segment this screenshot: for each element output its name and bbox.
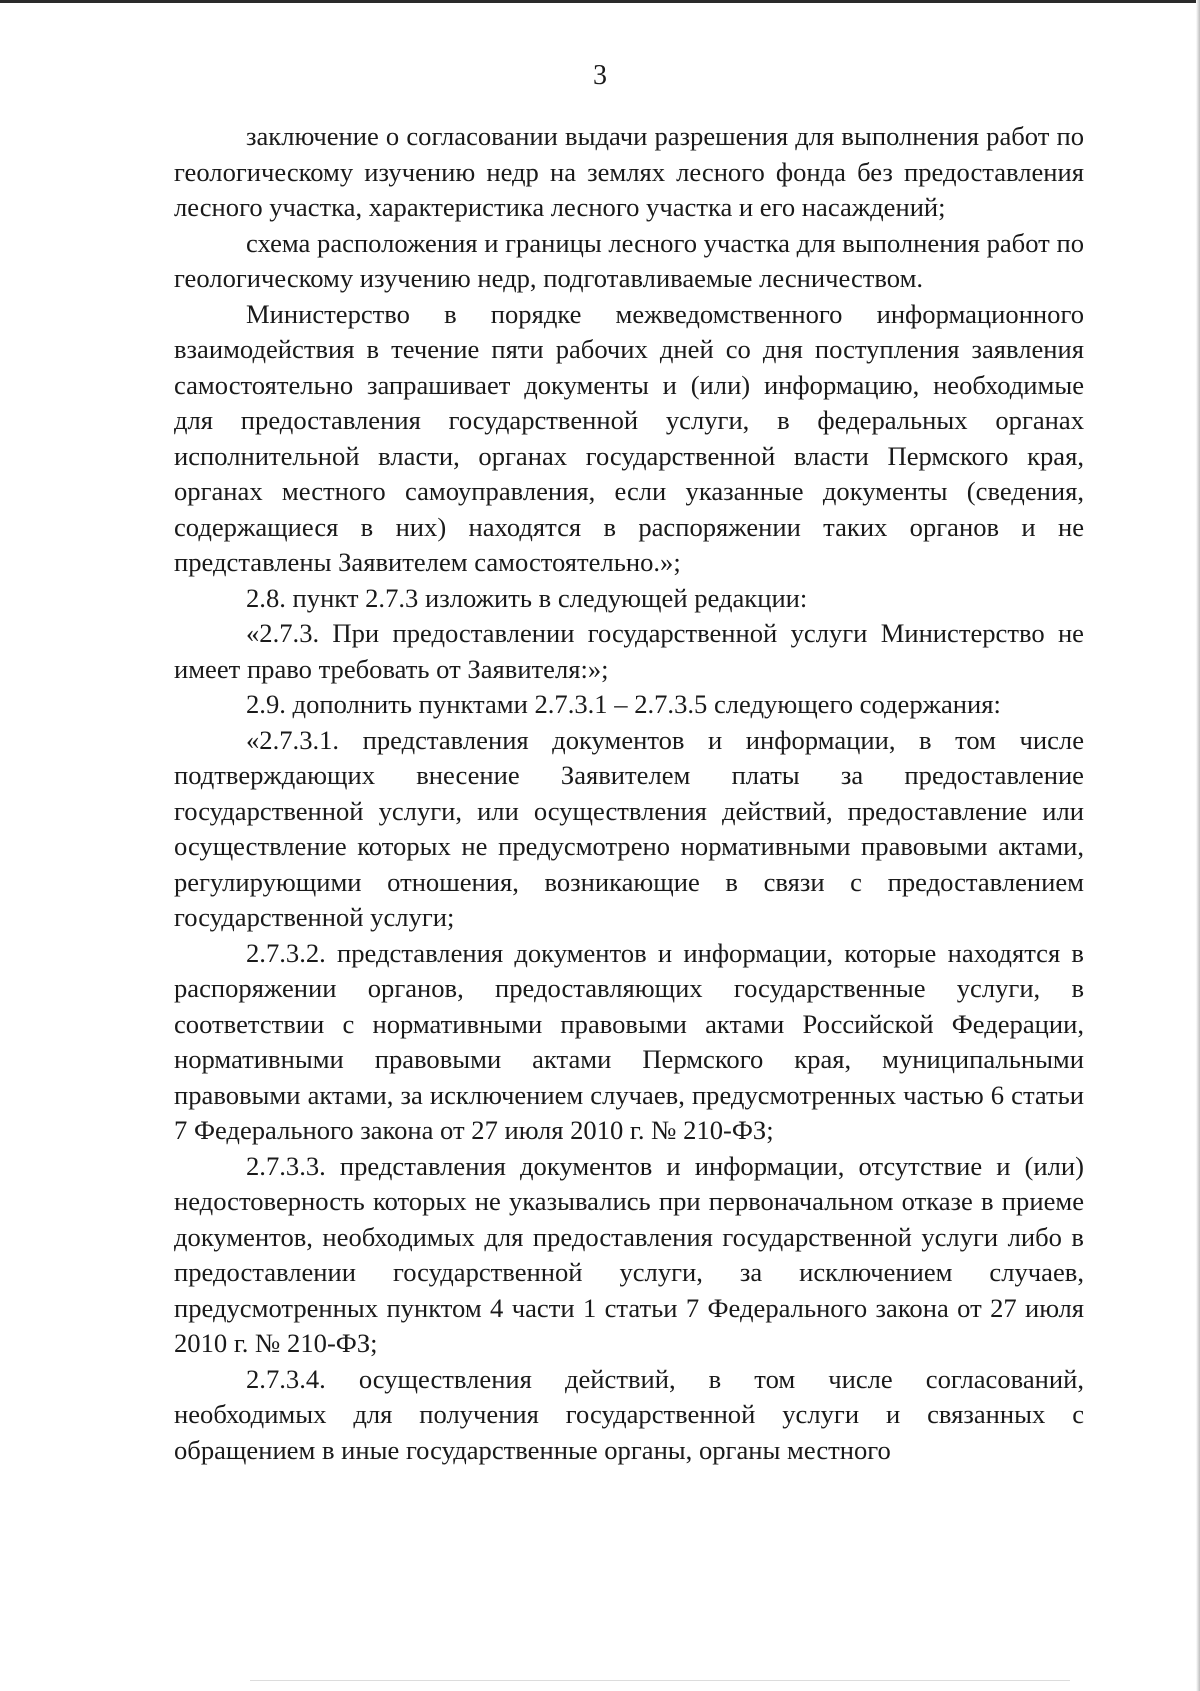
paragraph-2-7-3-3: 2.7.3.3. представления документов и информации, отсутствие и (или) недостоверность которых не указывались при первоначальном отказе в приеме документов, необходимых для предоставления государственной услуги либо в предоставлении государственной услуги, за исключением случаев, предусмотренных пунктом 4 части 1 статьи 7 Федерального закона от 27 июля 2010 г. № 210-ФЗ; (174, 1150, 1084, 1358)
scan-bottom-mark (250, 1680, 1070, 1681)
paragraph-conclusion: заключение о согласовании выдачи разрешения для выполнения работ по геологическому изучению недр на землях лесного фонда без предоставления лесного участка, характеристика лесного участка и его насаждений; (174, 121, 1084, 222)
paragraph-ministry-request: Министерство в порядке межведомственного информационного взаимодействия в течение пяти рабочих дней со дня поступления заявления самостоятельно запрашивает документы и (или) информацию, необходимые для предоставления государственной услуги, в федеральных органах исполнительной власти, органах государственной власти Пермского края, органах местного самоуправления, если указанные документы (сведения, содержащиеся в них) находятся в распоряжении таких органов и не представлены Заявителем самостоятельно.»; (174, 298, 1084, 577)
scan-top-edge (0, 0, 1200, 3)
paragraph-2-7-3: «2.7.3. При предоставлении государственной услуги Министерство не имеет право требовать от Заявителя:»; (174, 618, 1084, 684)
paragraph-2-7-3-4: 2.7.3.4. осуществления действий, в том числе согласований, необходимых для получения государственной услуги и связанных с обращением в иные государственные органы, органы местного (174, 1363, 1084, 1465)
paragraph-2-7-3-2: 2.7.3.2. представления документов и информации, которые находятся в распоряжении органов, предоставляющих государственные услуги, в соответствии с нормативными правовыми актами Российской Федерации, нормативными правовыми актами Пермского края, муниципальными правовыми актами, за исключением случаев, предусмотренных частью 6 статьи 7 Федерального закона от 27 июля 2010 г. № 210-ФЗ; (174, 937, 1084, 1145)
document-body (174, 119, 1084, 1468)
paragraph-2-8: 2.8. пункт 2.7.3 изложить в следующей редакции: (246, 582, 808, 613)
paragraph-2-7-3-1: «2.7.3.1. представления документов и информации, в том числе подтверждающих внесение Заявителем платы за предоставление государственной услуги, или осуществления действий, предоставление или осуществление которых не предусмотрено нормативными правовыми актами, регулирующими отношения, возникающие в связи с предоставлением государственной услуги; (174, 724, 1084, 932)
page-number: 3 (593, 60, 607, 91)
scan-right-edge (1196, 0, 1200, 1691)
paragraph-2-9: 2.9. дополнить пунктами 2.7.3.1 – 2.7.3.5 следующего содержания: (246, 689, 1001, 719)
paragraph-scheme: схема расположения и границы лесного участка для выполнения работ по геологическому изучению недр, подготавливаемые лесничеством. (174, 227, 1084, 293)
